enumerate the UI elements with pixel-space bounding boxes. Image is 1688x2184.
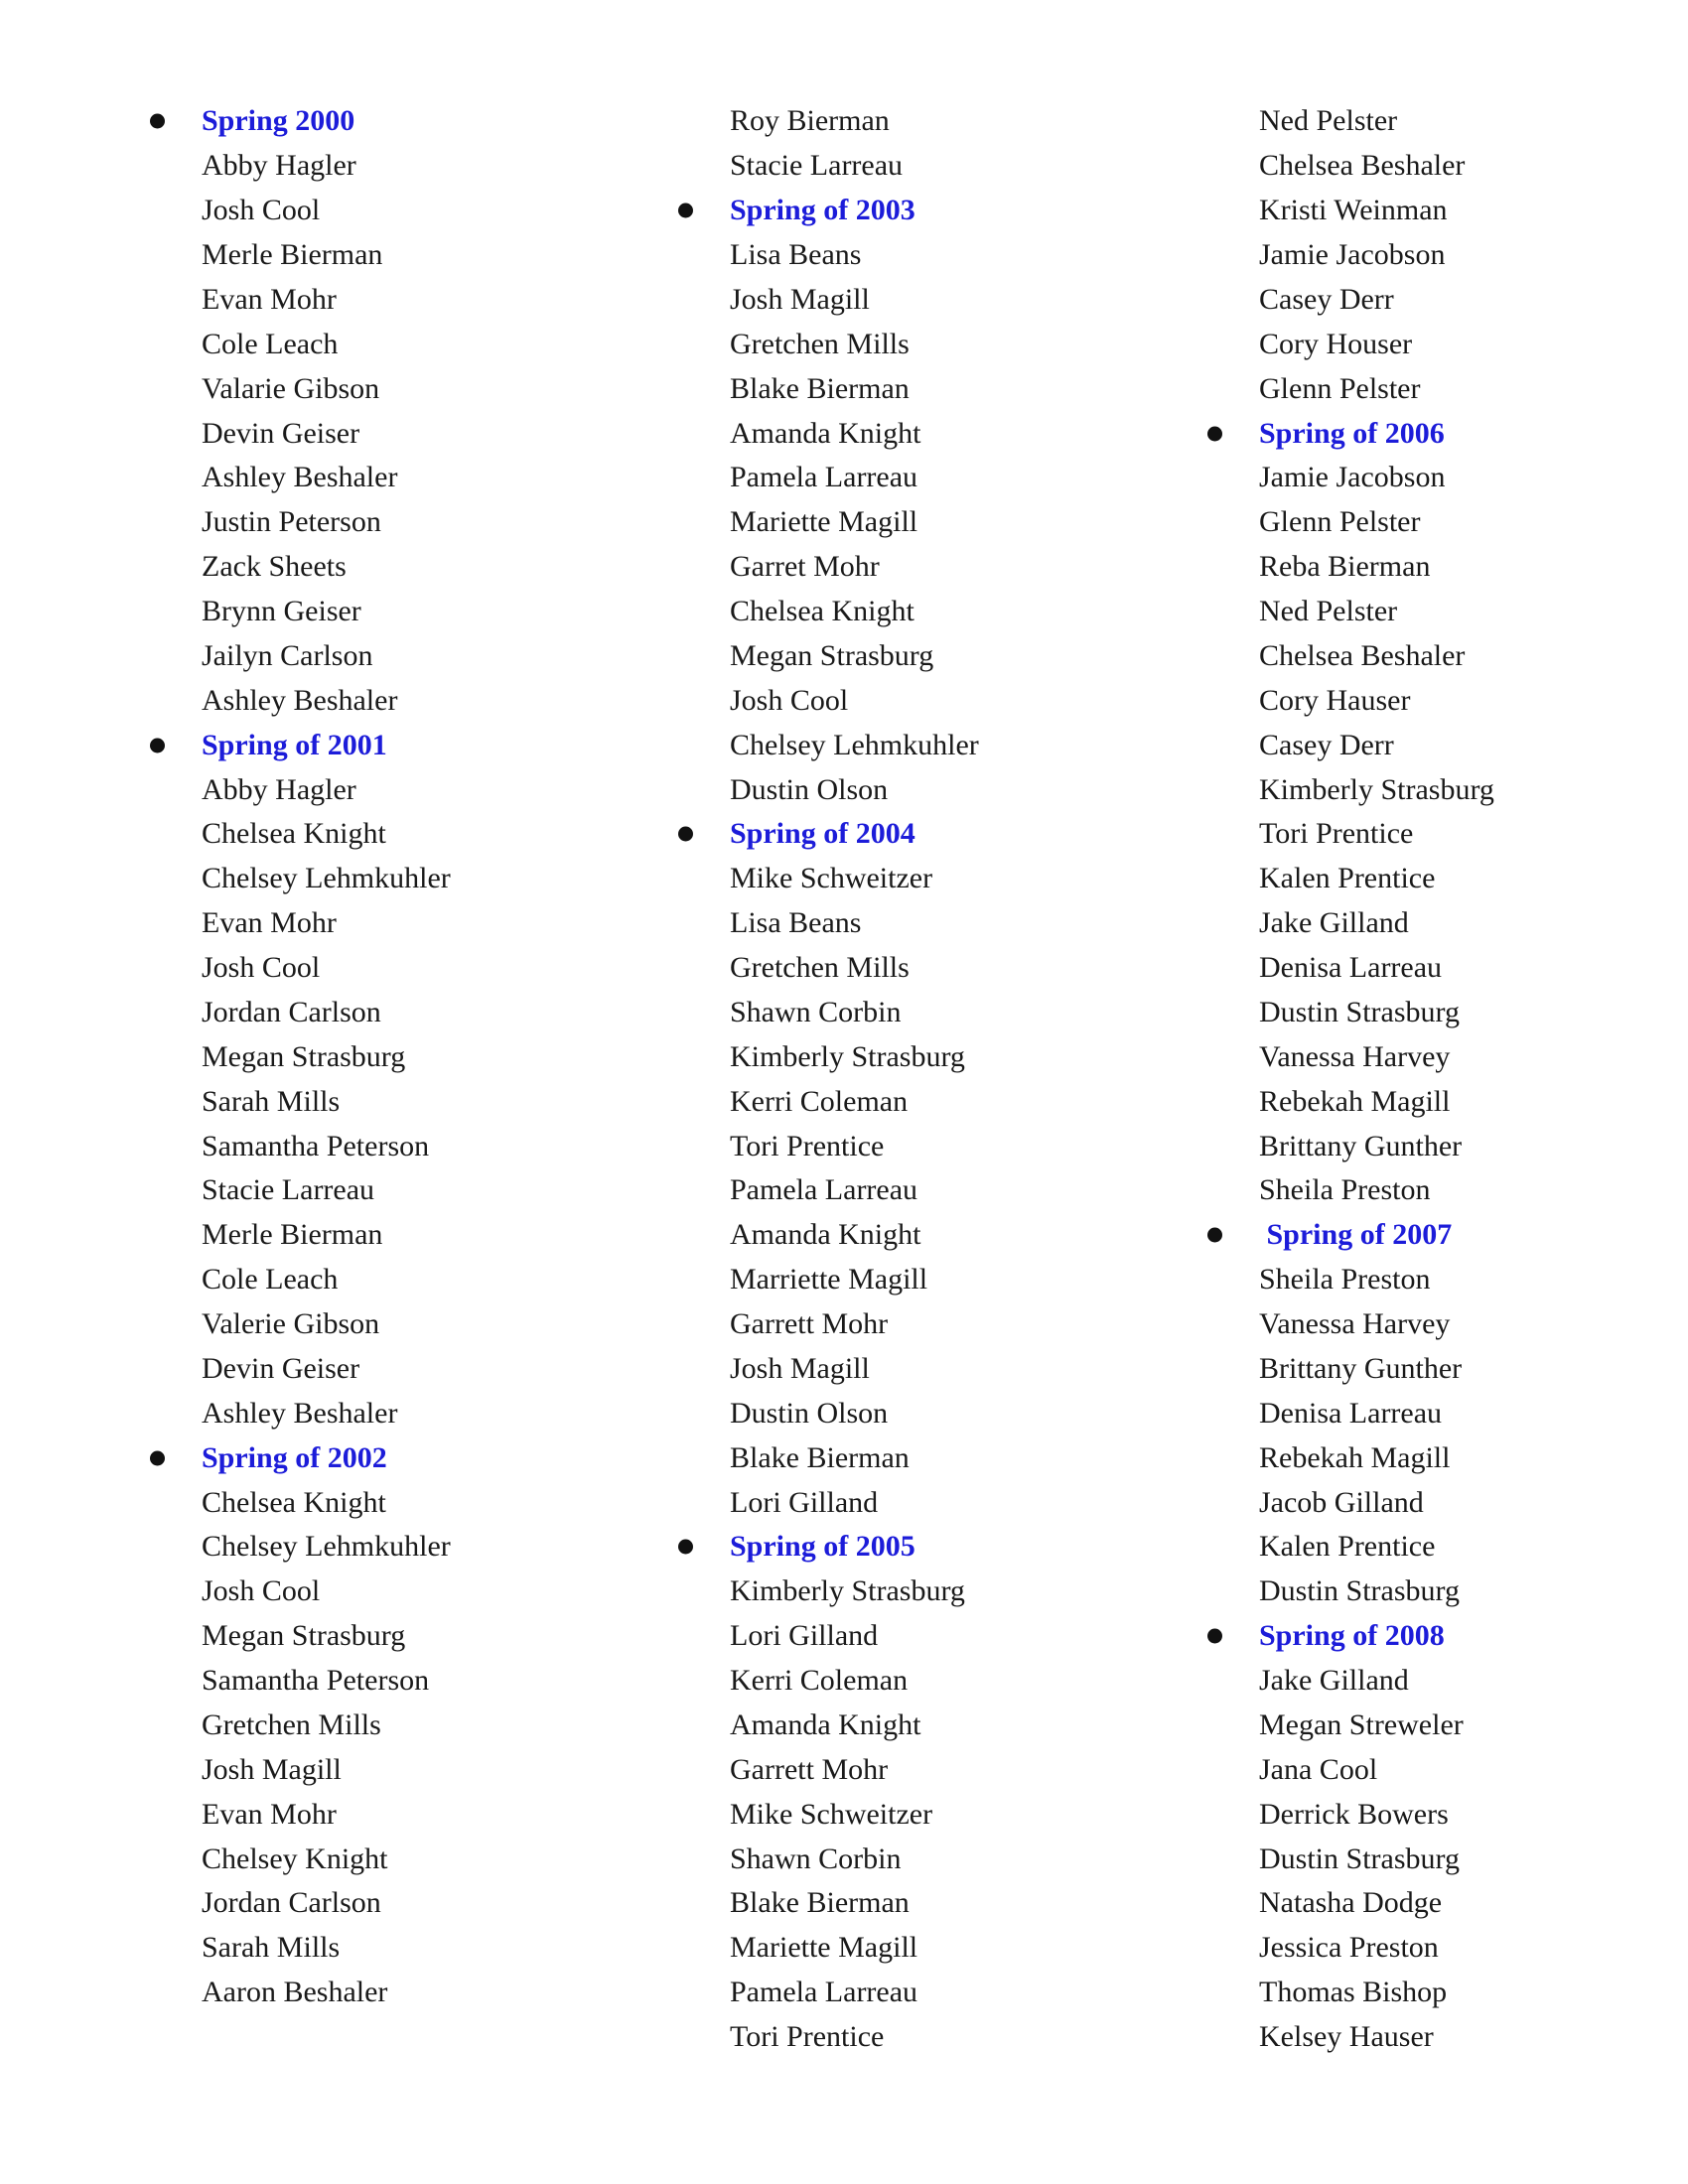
student-name-label: Rebekah Magill <box>1259 1084 1451 1118</box>
student-name-label: Megan Strasburg <box>730 638 934 672</box>
student-name <box>1259 678 1686 723</box>
student-name <box>1259 1837 1686 1881</box>
student-name <box>1259 189 1686 233</box>
student-name-label: Josh Cool <box>202 951 321 985</box>
student-name-label: Dustin Olson <box>730 772 889 806</box>
student-name <box>730 1168 1196 1213</box>
student-name-label: Glenn Pelster <box>1259 505 1421 539</box>
student-name-label: Derrick Bowers <box>1259 1797 1449 1831</box>
student-name <box>202 767 668 812</box>
student-name-label: Ashley Beshaler <box>202 1396 398 1430</box>
student-name-label: Sarah Mills <box>202 1931 341 1965</box>
student-name <box>1259 1435 1686 1480</box>
student-name-label: Glenn Pelster <box>1259 371 1421 405</box>
student-name <box>1259 1480 1686 1525</box>
student-name-label: Amanda Knight <box>730 1218 921 1252</box>
column-right <box>1259 99 1686 2060</box>
student-name <box>730 723 1196 767</box>
student-name <box>202 456 668 500</box>
student-name <box>730 1124 1196 1168</box>
semester-header-label: Spring of 2006 <box>1259 416 1445 450</box>
student-name <box>202 1614 668 1659</box>
student-name <box>730 1926 1196 1971</box>
student-name-label: Garrett Mohr <box>730 1307 889 1341</box>
student-name-label: Kimberly Strasburg <box>730 1574 965 1608</box>
student-name-label: Jamie Jacobson <box>1259 461 1446 494</box>
student-name-label: Josh Magill <box>730 282 870 316</box>
student-name-label: Jana Cool <box>1259 1752 1378 1786</box>
student-name <box>202 634 668 679</box>
student-name <box>1259 901 1686 946</box>
student-name <box>1259 322 1686 366</box>
student-name-label: Chelsea Knight <box>202 1485 386 1519</box>
student-name <box>1259 812 1686 857</box>
student-name <box>730 1435 1196 1480</box>
student-name-label: Brittany Gunther <box>1259 1129 1463 1162</box>
student-name <box>730 1034 1196 1079</box>
student-name <box>1259 2015 1686 2060</box>
student-name-label: Gretchen Mills <box>730 951 910 985</box>
student-name <box>730 678 1196 723</box>
student-name-label: Dustin Strasburg <box>1259 995 1460 1028</box>
student-name-label: Pamela Larreau <box>730 1173 918 1207</box>
student-name-label: Tori Prentice <box>730 2020 885 2054</box>
student-name-label: Kimberly Strasburg <box>1259 772 1494 806</box>
bullet-icon <box>1207 1228 1222 1243</box>
student-name-label: Devin Geiser <box>202 416 360 450</box>
student-name <box>1259 1302 1686 1347</box>
student-name <box>1259 278 1686 323</box>
student-name <box>1259 634 1686 679</box>
student-name-label: Vanessa Harvey <box>1259 1307 1451 1341</box>
student-name <box>730 1213 1196 1258</box>
student-name-label: Zack Sheets <box>202 550 347 584</box>
student-name <box>730 456 1196 500</box>
student-name <box>730 1302 1196 1347</box>
student-name-label: Megan Strasburg <box>202 1619 406 1653</box>
student-name-label: Sheila Preston <box>1259 1263 1431 1297</box>
semester-header-label: Spring 2000 <box>202 104 355 138</box>
semester-header[interactable] <box>1259 411 1686 456</box>
student-name-label: Merle Bierman <box>202 1218 383 1252</box>
student-name <box>1259 767 1686 812</box>
student-name-label: Kalen Prentice <box>1259 862 1436 895</box>
student-name-label: Casey Derr <box>1259 282 1394 316</box>
student-name <box>730 2015 1196 2060</box>
student-name <box>1259 1881 1686 1926</box>
student-name-label: Pamela Larreau <box>730 461 918 494</box>
student-name <box>730 1704 1196 1748</box>
student-name <box>1259 545 1686 590</box>
student-name <box>730 590 1196 634</box>
bullet-icon <box>678 1540 693 1555</box>
bullet-icon <box>678 204 693 218</box>
student-name <box>202 1926 668 1971</box>
student-name <box>730 144 1196 189</box>
student-name-label: Kimberly Strasburg <box>730 1039 965 1073</box>
student-name-label: Mariette Magill <box>730 1931 918 1965</box>
student-name-label: Mariette Magill <box>730 505 918 539</box>
student-name <box>730 99 1196 144</box>
student-name-label: Abby Hagler <box>202 149 356 183</box>
student-name-label: Lisa Beans <box>730 238 862 272</box>
student-name <box>202 144 668 189</box>
student-name <box>1259 1168 1686 1213</box>
student-name-label: Amanda Knight <box>730 1707 921 1741</box>
student-name-label: Jordan Carlson <box>202 1886 381 1920</box>
student-name <box>202 1347 668 1392</box>
student-name-label: Ned Pelster <box>1259 104 1398 138</box>
student-name <box>1259 857 1686 901</box>
student-name-label: Lori Gilland <box>730 1485 879 1519</box>
student-name-label: Kerri Coleman <box>730 1664 909 1698</box>
student-name-label: Abby Hagler <box>202 772 356 806</box>
student-name <box>730 233 1196 278</box>
student-name-label: Amanda Knight <box>730 416 921 450</box>
student-name <box>202 1168 668 1213</box>
semester-header-label: Spring of 2001 <box>202 728 387 761</box>
student-name <box>1259 946 1686 991</box>
student-name-label: Samantha Peterson <box>202 1664 430 1698</box>
student-name <box>730 1659 1196 1704</box>
student-name-label: Lori Gilland <box>730 1619 879 1653</box>
student-name-label: Tori Prentice <box>730 1129 885 1162</box>
student-name-label: Rebekah Magill <box>1259 1440 1451 1474</box>
student-name-label: Mike Schweitzer <box>730 1797 933 1831</box>
student-name <box>730 767 1196 812</box>
student-name-label: Chelsey Lehmkuhler <box>730 728 979 761</box>
student-name-label: Ashley Beshaler <box>202 461 398 494</box>
student-name-label: Jake Gilland <box>1259 906 1409 940</box>
student-name-label: Merle Bierman <box>202 238 383 272</box>
student-name-label: Marriette Magill <box>730 1263 928 1297</box>
student-name <box>1259 366 1686 411</box>
student-name <box>1259 1034 1686 1079</box>
student-name <box>202 1570 668 1614</box>
student-name <box>1259 1079 1686 1124</box>
semester-header-label: Spring of 2008 <box>1259 1619 1445 1653</box>
student-name-label: Josh Cool <box>730 683 849 717</box>
student-name <box>202 1034 668 1079</box>
student-name <box>202 1213 668 1258</box>
student-name-label: Evan Mohr <box>202 906 337 940</box>
student-name <box>730 366 1196 411</box>
student-name-label: Josh Magill <box>202 1752 342 1786</box>
student-name-label: Samantha Peterson <box>202 1129 430 1162</box>
student-name <box>1259 1704 1686 1748</box>
student-name-label: Sarah Mills <box>202 1084 341 1118</box>
student-name <box>730 411 1196 456</box>
student-name-label: Garrett Mohr <box>730 1752 889 1786</box>
student-name <box>730 1614 1196 1659</box>
student-name-label: Evan Mohr <box>202 1797 337 1831</box>
student-name-label: Chelsea Knight <box>730 595 914 628</box>
student-name <box>1259 1525 1686 1570</box>
student-name-label: Shawn Corbin <box>730 1842 902 1875</box>
student-name-label: Denisa Larreau <box>1259 1396 1443 1430</box>
student-name-label: Cory Houser <box>1259 327 1413 360</box>
student-name-label: Josh Cool <box>202 1574 321 1608</box>
student-name-label: Chelsey Knight <box>202 1842 388 1875</box>
student-name <box>202 1302 668 1347</box>
student-name-label: Chelsey Lehmkuhler <box>202 1530 451 1564</box>
student-name <box>202 189 668 233</box>
student-name <box>730 1792 1196 1837</box>
student-name-label: Dustin Strasburg <box>1259 1842 1460 1875</box>
student-name <box>202 366 668 411</box>
student-name <box>1259 456 1686 500</box>
student-name <box>730 1391 1196 1435</box>
student-name <box>202 1391 668 1435</box>
student-name <box>730 857 1196 901</box>
student-name-label: Gretchen Mills <box>730 327 910 360</box>
student-name <box>730 634 1196 679</box>
bullet-icon <box>678 827 693 842</box>
student-name-label: Josh Cool <box>202 194 321 227</box>
student-name-label: Dustin Strasburg <box>1259 1574 1460 1608</box>
student-name-label: Cory Hauser <box>1259 683 1411 717</box>
student-name <box>202 1079 668 1124</box>
semester-header[interactable] <box>202 723 668 767</box>
student-name <box>202 1258 668 1302</box>
bullet-icon <box>150 738 165 752</box>
student-name-label: Justin Peterson <box>202 505 381 539</box>
student-name <box>202 411 668 456</box>
semester-header[interactable] <box>1259 1213 1686 1258</box>
student-name <box>730 1570 1196 1614</box>
student-name-label: Stacie Larreau <box>730 149 904 183</box>
semester-header[interactable] <box>730 1525 1196 1570</box>
student-name <box>202 1837 668 1881</box>
student-name-label: Blake Bierman <box>730 1886 910 1920</box>
student-name <box>202 233 668 278</box>
student-name-label: Lisa Beans <box>730 906 862 940</box>
column-left <box>202 99 668 2015</box>
semester-header-label: Spring of 2002 <box>202 1440 387 1474</box>
student-name <box>730 278 1196 323</box>
student-name <box>202 857 668 901</box>
student-name-label: Josh Magill <box>730 1351 870 1385</box>
student-name-label: Thomas Bishop <box>1259 1976 1448 2009</box>
student-name <box>730 946 1196 991</box>
student-name-label: Natasha Dodge <box>1259 1886 1443 1920</box>
student-name <box>730 1079 1196 1124</box>
student-name <box>202 590 668 634</box>
student-name <box>202 678 668 723</box>
student-name <box>730 901 1196 946</box>
student-name-label: Reba Bierman <box>1259 550 1431 584</box>
student-name <box>202 1881 668 1926</box>
student-name <box>730 1971 1196 2015</box>
student-name-label: Roy Bierman <box>730 104 890 138</box>
student-name-label: Cole Leach <box>202 327 339 360</box>
student-name <box>202 901 668 946</box>
student-name <box>202 946 668 991</box>
student-name <box>1259 1926 1686 1971</box>
student-name-label: Shawn Corbin <box>730 995 902 1028</box>
student-name-label: Valarie Gibson <box>202 371 380 405</box>
student-name <box>1259 1391 1686 1435</box>
student-name-label: Jordan Carlson <box>202 995 381 1028</box>
semester-header-label: Spring of 2007 <box>1259 1218 1453 1252</box>
student-name-label: Kalen Prentice <box>1259 1530 1436 1564</box>
student-name <box>202 812 668 857</box>
student-name-label: Valerie Gibson <box>202 1307 380 1341</box>
student-name-label: Jessica Preston <box>1259 1931 1439 1965</box>
student-name <box>1259 144 1686 189</box>
student-name <box>1259 1124 1686 1168</box>
student-name <box>1259 233 1686 278</box>
student-name-label: Jake Gilland <box>1259 1664 1409 1698</box>
student-name-label: Jailyn Carlson <box>202 638 373 672</box>
student-name <box>202 278 668 323</box>
bullet-icon <box>150 114 165 129</box>
student-name-label: Chelsey Lehmkuhler <box>202 862 451 895</box>
student-name-label: Ashley Beshaler <box>202 683 398 717</box>
student-name-label: Dustin Olson <box>730 1396 889 1430</box>
student-name-label: Casey Derr <box>1259 728 1394 761</box>
student-name <box>1259 723 1686 767</box>
bullet-icon <box>150 1450 165 1465</box>
student-name <box>202 1704 668 1748</box>
student-name-label: Devin Geiser <box>202 1351 360 1385</box>
student-name <box>1259 991 1686 1035</box>
student-name-label: Mike Schweitzer <box>730 862 933 895</box>
student-name-label: Kelsey Hauser <box>1259 2020 1434 2054</box>
semester-header-label: Spring of 2005 <box>730 1530 915 1564</box>
student-name <box>730 545 1196 590</box>
student-name <box>1259 1570 1686 1614</box>
student-name-label: Brittany Gunther <box>1259 1351 1463 1385</box>
student-name <box>1259 1659 1686 1704</box>
student-name-label: Tori Prentice <box>1259 817 1414 851</box>
student-name-label: Gretchen Mills <box>202 1707 381 1741</box>
student-name <box>730 1837 1196 1881</box>
student-name <box>1259 1347 1686 1392</box>
bullet-icon <box>1207 426 1222 441</box>
student-name <box>730 1480 1196 1525</box>
student-name <box>1259 500 1686 545</box>
student-name-label: Chelsea Beshaler <box>1259 638 1466 672</box>
student-name-label: Pamela Larreau <box>730 1976 918 2009</box>
student-name <box>202 545 668 590</box>
student-name <box>202 1971 668 2015</box>
student-name-label: Megan Streweler <box>1259 1707 1464 1741</box>
semester-header-label: Spring of 2003 <box>730 194 915 227</box>
student-name-label: Ned Pelster <box>1259 595 1398 628</box>
student-name <box>202 500 668 545</box>
student-name <box>202 1124 668 1168</box>
student-name <box>730 1747 1196 1792</box>
semester-header[interactable] <box>202 99 668 144</box>
student-name <box>202 1792 668 1837</box>
student-name <box>202 322 668 366</box>
student-name-label: Sheila Preston <box>1259 1173 1431 1207</box>
student-name-label: Stacie Larreau <box>202 1173 375 1207</box>
student-name-label: Jacob Gilland <box>1259 1485 1424 1519</box>
student-name-label: Denisa Larreau <box>1259 951 1443 985</box>
student-name-label: Jamie Jacobson <box>1259 238 1446 272</box>
student-name-label: Brynn Geiser <box>202 595 361 628</box>
semester-header[interactable] <box>730 812 1196 857</box>
student-name <box>730 1347 1196 1392</box>
student-name <box>730 1881 1196 1926</box>
student-name <box>730 322 1196 366</box>
student-name-label: Chelsea Knight <box>202 817 386 851</box>
student-name <box>1259 1258 1686 1302</box>
student-name-label: Chelsea Beshaler <box>1259 149 1466 183</box>
student-name-label: Cole Leach <box>202 1263 339 1297</box>
student-name <box>1259 1792 1686 1837</box>
student-name <box>730 1258 1196 1302</box>
student-name <box>202 1747 668 1792</box>
student-name <box>202 1659 668 1704</box>
semester-header[interactable] <box>730 189 1196 233</box>
semester-header[interactable] <box>202 1435 668 1480</box>
bullet-icon <box>1207 1629 1222 1644</box>
student-name <box>730 500 1196 545</box>
semester-header[interactable] <box>1259 1614 1686 1659</box>
student-name-label: Kristi Weinman <box>1259 194 1448 227</box>
student-name-label: Kerri Coleman <box>730 1084 909 1118</box>
student-name-label: Blake Bierman <box>730 1440 910 1474</box>
student-name <box>1259 99 1686 144</box>
student-name-label: Garret Mohr <box>730 550 880 584</box>
student-name <box>730 991 1196 1035</box>
student-name <box>202 1525 668 1570</box>
student-name <box>1259 590 1686 634</box>
column-middle <box>730 99 1196 2060</box>
student-name <box>202 991 668 1035</box>
student-name <box>1259 1747 1686 1792</box>
student-name-label: Blake Bierman <box>730 371 910 405</box>
semester-header-label: Spring of 2004 <box>730 817 915 851</box>
student-name <box>202 1480 668 1525</box>
student-name-label: Vanessa Harvey <box>1259 1039 1451 1073</box>
student-name <box>1259 1971 1686 2015</box>
student-name-label: Aaron Beshaler <box>202 1976 388 2009</box>
student-name-label: Evan Mohr <box>202 282 337 316</box>
student-name-label: Megan Strasburg <box>202 1039 406 1073</box>
